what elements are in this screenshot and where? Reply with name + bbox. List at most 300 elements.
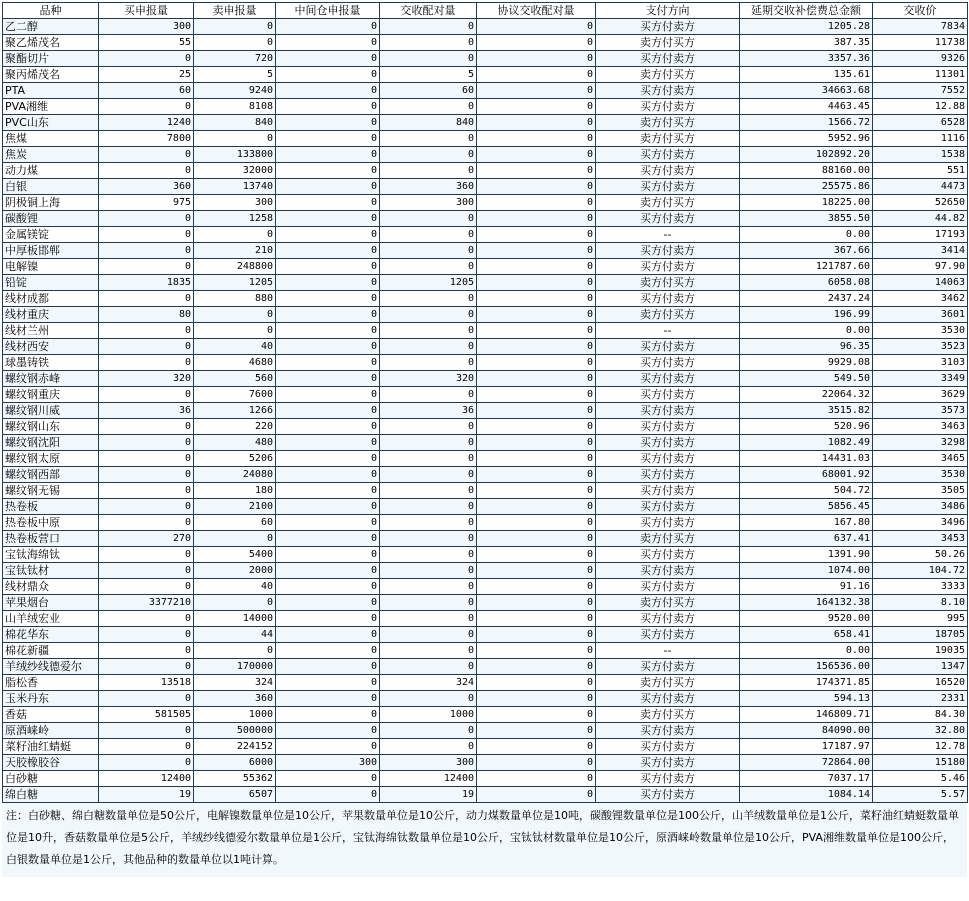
table-row [3, 675, 968, 691]
compensation-cell: 637.41 [740, 531, 873, 547]
payment-direction-cell: 买方付卖方 [596, 515, 740, 531]
sell-declared-cell: 0 [194, 35, 276, 51]
intermediate-declared-cell: 0 [276, 307, 380, 323]
table-row [3, 387, 968, 403]
intermediate-declared-cell: 0 [276, 451, 380, 467]
settlement-price-cell: 3465 [873, 451, 968, 467]
matched-cell: 0 [380, 531, 477, 547]
buy-declared-cell: 0 [99, 227, 194, 243]
table-row [3, 307, 968, 323]
intermediate-declared-cell: 0 [276, 19, 380, 35]
agreement-matched-cell: 0 [477, 531, 596, 547]
intermediate-declared-cell: 0 [276, 355, 380, 371]
compensation-cell: 6058.08 [740, 275, 873, 291]
payment-direction-cell: 卖方付买方 [596, 531, 740, 547]
variety-cell: 山羊绒宏业 [3, 611, 99, 627]
payment-direction-cell: 买方付卖方 [596, 403, 740, 419]
payment-direction-cell: 买方付卖方 [596, 51, 740, 67]
compensation-cell: 9520.00 [740, 611, 873, 627]
intermediate-declared-cell: 0 [276, 131, 380, 147]
variety-cell: PVA湘维 [3, 99, 99, 115]
matched-cell: 36 [380, 403, 477, 419]
intermediate-declared-cell: 0 [276, 787, 380, 803]
intermediate-declared-cell: 0 [276, 403, 380, 419]
compensation-cell: 196.99 [740, 307, 873, 323]
variety-cell: 铅锭 [3, 275, 99, 291]
variety-cell: 阴极铜上海 [3, 195, 99, 211]
variety-cell: 聚乙烯茂名 [3, 35, 99, 51]
variety-cell: 香菇 [3, 707, 99, 723]
sell-declared-cell: 0 [194, 19, 276, 35]
settlement-price-cell: 44.82 [873, 211, 968, 227]
variety-cell: 线材成都 [3, 291, 99, 307]
variety-cell: 白砂糖 [3, 771, 99, 787]
intermediate-declared-cell: 0 [276, 419, 380, 435]
settlement-price-cell: 995 [873, 611, 968, 627]
payment-direction-cell: 买方付卖方 [596, 579, 740, 595]
sell-declared-cell: 1000 [194, 707, 276, 723]
intermediate-declared-cell: 0 [276, 771, 380, 787]
variety-cell: 原酒崃岭 [3, 723, 99, 739]
buy-declared-cell: 0 [99, 211, 194, 227]
payment-direction-cell: 卖方付买方 [596, 131, 740, 147]
compensation-cell: 146809.71 [740, 707, 873, 723]
compensation-cell: 22064.32 [740, 387, 873, 403]
settlement-price-cell: 16520 [873, 675, 968, 691]
matched-cell: 360 [380, 179, 477, 195]
variety-cell: 棉花华东 [3, 627, 99, 643]
variety-cell: 电解镍 [3, 259, 99, 275]
agreement-matched-cell: 0 [477, 179, 596, 195]
compensation-cell: 14431.03 [740, 451, 873, 467]
payment-direction-cell: -- [596, 643, 740, 659]
sell-declared-cell: 24080 [194, 467, 276, 483]
matched-cell: 0 [380, 595, 477, 611]
buy-declared-cell: 7800 [99, 131, 194, 147]
compensation-cell: 549.50 [740, 371, 873, 387]
compensation-cell: 1566.72 [740, 115, 873, 131]
table-row [3, 787, 968, 803]
table-row [3, 547, 968, 563]
agreement-matched-cell: 0 [477, 483, 596, 499]
variety-cell: 中厚板邯郸 [3, 243, 99, 259]
matched-cell: 0 [380, 499, 477, 515]
variety-cell: 螺纹钢重庆 [3, 387, 99, 403]
sell-declared-cell: 40 [194, 339, 276, 355]
compensation-cell: 1205.28 [740, 19, 873, 35]
agreement-matched-cell: 0 [477, 35, 596, 51]
intermediate-declared-cell: 0 [276, 739, 380, 755]
table-row [3, 643, 968, 659]
settlement-price-cell: 1116 [873, 131, 968, 147]
payment-direction-cell: 买方付卖方 [596, 83, 740, 99]
agreement-matched-cell: 0 [477, 195, 596, 211]
intermediate-declared-cell: 0 [276, 323, 380, 339]
table-row [3, 83, 968, 99]
agreement-matched-cell: 0 [477, 323, 596, 339]
table-row [3, 531, 968, 547]
payment-direction-cell: 买方付卖方 [596, 99, 740, 115]
sell-declared-cell: 44 [194, 627, 276, 643]
table-row [3, 739, 968, 755]
table-row [3, 259, 968, 275]
payment-direction-cell: 买方付卖方 [596, 163, 740, 179]
table-row [3, 355, 968, 371]
agreement-matched-cell: 0 [477, 755, 596, 771]
intermediate-declared-cell: 0 [276, 499, 380, 515]
payment-direction-cell: 卖方付买方 [596, 35, 740, 51]
sell-declared-cell: 6000 [194, 755, 276, 771]
compensation-cell: 91.16 [740, 579, 873, 595]
table-row [3, 51, 968, 67]
compensation-cell: 1082.49 [740, 435, 873, 451]
table-row [3, 499, 968, 515]
table-row [3, 611, 968, 627]
agreement-matched-cell: 0 [477, 339, 596, 355]
settlement-price-cell: 3349 [873, 371, 968, 387]
buy-declared-cell: 0 [99, 547, 194, 563]
variety-cell: 螺纹钢太原 [3, 451, 99, 467]
payment-direction-cell: 买方付卖方 [596, 723, 740, 739]
compensation-cell: 0.00 [740, 323, 873, 339]
agreement-matched-cell: 0 [477, 787, 596, 803]
table-row [3, 243, 968, 259]
buy-declared-cell: 0 [99, 243, 194, 259]
buy-declared-cell: 0 [99, 99, 194, 115]
compensation-cell: 4463.45 [740, 99, 873, 115]
agreement-matched-cell: 0 [477, 243, 596, 259]
matched-cell: 0 [380, 467, 477, 483]
variety-cell: 螺纹钢沈阳 [3, 435, 99, 451]
settlement-price-cell: 97.90 [873, 259, 968, 275]
intermediate-declared-cell: 0 [276, 435, 380, 451]
intermediate-declared-cell: 0 [276, 51, 380, 67]
payment-direction-cell: 买方付卖方 [596, 691, 740, 707]
payment-direction-cell: 买方付卖方 [596, 339, 740, 355]
payment-direction-cell: -- [596, 227, 740, 243]
matched-cell: 300 [380, 755, 477, 771]
sell-declared-cell: 0 [194, 131, 276, 147]
settlement-price-cell: 3414 [873, 243, 968, 259]
payment-direction-cell: 卖方付买方 [596, 707, 740, 723]
agreement-matched-cell: 0 [477, 355, 596, 371]
matched-cell: 0 [380, 419, 477, 435]
column-header-agreement-matched: 协议交收配对量 [477, 3, 596, 19]
buy-declared-cell: 0 [99, 499, 194, 515]
table-row [3, 147, 968, 163]
matched-cell: 19 [380, 787, 477, 803]
column-header-buy-declared: 买申报量 [99, 3, 194, 19]
intermediate-declared-cell: 0 [276, 147, 380, 163]
agreement-matched-cell: 0 [477, 307, 596, 323]
variety-cell: 热卷板 [3, 499, 99, 515]
intermediate-declared-cell: 0 [276, 115, 380, 131]
intermediate-declared-cell: 0 [276, 227, 380, 243]
matched-cell: 0 [380, 323, 477, 339]
agreement-matched-cell: 0 [477, 291, 596, 307]
variety-cell: PTA [3, 83, 99, 99]
settlement-price-cell: 3462 [873, 291, 968, 307]
variety-cell: 聚丙烯茂名 [3, 67, 99, 83]
sell-declared-cell: 300 [194, 195, 276, 211]
payment-direction-cell: 买方付卖方 [596, 611, 740, 627]
agreement-matched-cell: 0 [477, 611, 596, 627]
variety-cell: 螺纹钢西部 [3, 467, 99, 483]
agreement-matched-cell: 0 [477, 547, 596, 563]
agreement-matched-cell: 0 [477, 451, 596, 467]
intermediate-declared-cell: 0 [276, 563, 380, 579]
payment-direction-cell: 买方付卖方 [596, 771, 740, 787]
table-row [3, 179, 968, 195]
sell-declared-cell: 2100 [194, 499, 276, 515]
variety-cell: 焦煤 [3, 131, 99, 147]
table-row [3, 403, 968, 419]
agreement-matched-cell: 0 [477, 595, 596, 611]
intermediate-declared-cell: 0 [276, 579, 380, 595]
table-row [3, 131, 968, 147]
table-row [3, 483, 968, 499]
settlement-table [2, 2, 968, 803]
payment-direction-cell: 卖方付买方 [596, 275, 740, 291]
settlement-report [2, 2, 967, 877]
payment-direction-cell: 买方付卖方 [596, 451, 740, 467]
table-row [3, 723, 968, 739]
intermediate-declared-cell: 0 [276, 531, 380, 547]
sell-declared-cell: 224152 [194, 739, 276, 755]
payment-direction-cell: 买方付卖方 [596, 371, 740, 387]
settlement-price-cell: 19035 [873, 643, 968, 659]
table-row [3, 211, 968, 227]
intermediate-declared-cell: 0 [276, 371, 380, 387]
buy-declared-cell: 25 [99, 67, 194, 83]
buy-declared-cell: 975 [99, 195, 194, 211]
compensation-cell: 504.72 [740, 483, 873, 499]
table-row [3, 691, 968, 707]
settlement-price-cell: 104.72 [873, 563, 968, 579]
sell-declared-cell: 8108 [194, 99, 276, 115]
payment-direction-cell: 买方付卖方 [596, 467, 740, 483]
matched-cell: 0 [380, 547, 477, 563]
table-row [3, 707, 968, 723]
settlement-price-cell: 15180 [873, 755, 968, 771]
intermediate-declared-cell: 0 [276, 387, 380, 403]
settlement-price-cell: 3486 [873, 499, 968, 515]
agreement-matched-cell: 0 [477, 19, 596, 35]
matched-cell: 0 [380, 147, 477, 163]
sell-declared-cell: 5206 [194, 451, 276, 467]
settlement-price-cell: 5.57 [873, 787, 968, 803]
buy-declared-cell: 0 [99, 259, 194, 275]
payment-direction-cell: 买方付卖方 [596, 355, 740, 371]
sell-declared-cell: 248800 [194, 259, 276, 275]
sell-declared-cell: 560 [194, 371, 276, 387]
column-header-payment-direction: 支付方向 [596, 3, 740, 19]
sell-declared-cell: 13740 [194, 179, 276, 195]
buy-declared-cell: 0 [99, 339, 194, 355]
sell-declared-cell: 5 [194, 67, 276, 83]
agreement-matched-cell: 0 [477, 723, 596, 739]
matched-cell: 0 [380, 19, 477, 35]
compensation-cell: 658.41 [740, 627, 873, 643]
variety-cell: 热卷板营口 [3, 531, 99, 547]
sell-declared-cell: 720 [194, 51, 276, 67]
table-row [3, 227, 968, 243]
variety-cell: 线材西安 [3, 339, 99, 355]
compensation-cell: 594.13 [740, 691, 873, 707]
matched-cell: 320 [380, 371, 477, 387]
variety-cell: 线材兰州 [3, 323, 99, 339]
compensation-cell: 1084.14 [740, 787, 873, 803]
settlement-price-cell: 3523 [873, 339, 968, 355]
payment-direction-cell: 卖方付买方 [596, 307, 740, 323]
settlement-price-cell: 12.78 [873, 739, 968, 755]
intermediate-declared-cell: 0 [276, 259, 380, 275]
intermediate-declared-cell: 0 [276, 547, 380, 563]
agreement-matched-cell: 0 [477, 419, 596, 435]
buy-declared-cell: 0 [99, 755, 194, 771]
variety-cell: 宝钛海绵钛 [3, 547, 99, 563]
settlement-price-cell: 4473 [873, 179, 968, 195]
variety-cell: 螺纹钢山东 [3, 419, 99, 435]
compensation-cell: 3515.82 [740, 403, 873, 419]
agreement-matched-cell: 0 [477, 67, 596, 83]
sell-declared-cell: 0 [194, 323, 276, 339]
matched-cell: 0 [380, 515, 477, 531]
matched-cell: 0 [380, 211, 477, 227]
buy-declared-cell: 12400 [99, 771, 194, 787]
compensation-cell: 2437.24 [740, 291, 873, 307]
footnote: 注：白砂糖、绵白糖数量单位是50公斤，电解镍数量单位是10公斤，苹果数量单位是10公斤，动力煤数量单位是10吨，碳酸锂数量单位是100公斤，山羊绒数量单位是1公斤，菜籽油红蜻蜓数量单位是10升，香菇数量单位是5公斤，羊绒纱线德爱尔数量单位是1公斤，宝钛海绵钛数量单位是10公斤，宝钛钛材数量单位是10公斤，原酒崃岭数量单位是10公斤，PVA湘维数量单位是100公斤，白银数量单位是1公斤，其他品种的数量单位以1吨计算。 [2, 803, 967, 877]
compensation-cell: 96.35 [740, 339, 873, 355]
payment-direction-cell: 买方付卖方 [596, 147, 740, 163]
table-row [3, 275, 968, 291]
buy-declared-cell: 0 [99, 627, 194, 643]
matched-cell: 0 [380, 51, 477, 67]
table-row [3, 163, 968, 179]
table-row [3, 19, 968, 35]
buy-declared-cell: 0 [99, 515, 194, 531]
column-header-compensation-total: 延期交收补偿费总金额 [740, 3, 873, 19]
compensation-cell: 3855.50 [740, 211, 873, 227]
column-header-sell-declared: 卖申报量 [194, 3, 276, 19]
buy-declared-cell: 0 [99, 387, 194, 403]
matched-cell: 0 [380, 451, 477, 467]
agreement-matched-cell: 0 [477, 771, 596, 787]
agreement-matched-cell: 0 [477, 675, 596, 691]
agreement-matched-cell: 0 [477, 275, 596, 291]
sell-declared-cell: 2000 [194, 563, 276, 579]
table-row [3, 291, 968, 307]
matched-cell: 0 [380, 435, 477, 451]
settlement-price-cell: 3496 [873, 515, 968, 531]
table-row [3, 771, 968, 787]
agreement-matched-cell: 0 [477, 659, 596, 675]
intermediate-declared-cell: 0 [276, 611, 380, 627]
table-row [3, 595, 968, 611]
sell-declared-cell: 324 [194, 675, 276, 691]
variety-cell: PVC山东 [3, 115, 99, 131]
sell-declared-cell: 9240 [194, 83, 276, 99]
sell-declared-cell: 500000 [194, 723, 276, 739]
compensation-cell: 121787.60 [740, 259, 873, 275]
agreement-matched-cell: 0 [477, 643, 596, 659]
variety-cell: 苹果烟台 [3, 595, 99, 611]
buy-declared-cell: 0 [99, 723, 194, 739]
table-row [3, 659, 968, 675]
agreement-matched-cell: 0 [477, 627, 596, 643]
intermediate-declared-cell: 0 [276, 179, 380, 195]
matched-cell: 0 [380, 35, 477, 51]
sell-declared-cell: 133800 [194, 147, 276, 163]
variety-cell: 玉米丹东 [3, 691, 99, 707]
compensation-cell: 156536.00 [740, 659, 873, 675]
variety-cell: 乙二醇 [3, 19, 99, 35]
intermediate-declared-cell: 0 [276, 643, 380, 659]
matched-cell: 0 [380, 483, 477, 499]
table-row [3, 467, 968, 483]
payment-direction-cell: 买方付卖方 [596, 211, 740, 227]
variety-cell: 羊绒纱线德爱尔 [3, 659, 99, 675]
table-body [3, 19, 968, 803]
matched-cell: 0 [380, 99, 477, 115]
payment-direction-cell: 买方付卖方 [596, 419, 740, 435]
matched-cell: 12400 [380, 771, 477, 787]
sell-declared-cell: 55362 [194, 771, 276, 787]
intermediate-declared-cell: 0 [276, 163, 380, 179]
compensation-cell: 34663.68 [740, 83, 873, 99]
sell-declared-cell: 4680 [194, 355, 276, 371]
variety-cell: 焦炭 [3, 147, 99, 163]
matched-cell: 0 [380, 307, 477, 323]
table-row [3, 755, 968, 771]
payment-direction-cell: 买方付卖方 [596, 259, 740, 275]
settlement-price-cell: 2331 [873, 691, 968, 707]
intermediate-declared-cell: 0 [276, 99, 380, 115]
compensation-cell: 135.61 [740, 67, 873, 83]
settlement-price-cell: 3530 [873, 323, 968, 339]
matched-cell: 1205 [380, 275, 477, 291]
agreement-matched-cell: 0 [477, 387, 596, 403]
intermediate-declared-cell: 0 [276, 211, 380, 227]
sell-declared-cell: 40 [194, 579, 276, 595]
matched-cell: 0 [380, 243, 477, 259]
buy-declared-cell: 0 [99, 419, 194, 435]
matched-cell: 0 [380, 691, 477, 707]
table-row [3, 35, 968, 51]
agreement-matched-cell: 0 [477, 83, 596, 99]
matched-cell: 0 [380, 131, 477, 147]
agreement-matched-cell: 0 [477, 51, 596, 67]
buy-declared-cell: 1240 [99, 115, 194, 131]
compensation-cell: 88160.00 [740, 163, 873, 179]
variety-cell: 热卷板中原 [3, 515, 99, 531]
variety-cell: 聚酯切片 [3, 51, 99, 67]
buy-declared-cell: 60 [99, 83, 194, 99]
buy-declared-cell: 13518 [99, 675, 194, 691]
settlement-price-cell: 5.46 [873, 771, 968, 787]
payment-direction-cell: 买方付卖方 [596, 435, 740, 451]
variety-cell: 线材重庆 [3, 307, 99, 323]
variety-cell: 动力煤 [3, 163, 99, 179]
sell-declared-cell: 360 [194, 691, 276, 707]
matched-cell: 0 [380, 659, 477, 675]
settlement-price-cell: 3573 [873, 403, 968, 419]
matched-cell: 0 [380, 611, 477, 627]
matched-cell: 0 [380, 387, 477, 403]
settlement-price-cell: 1347 [873, 659, 968, 675]
table-row [3, 195, 968, 211]
payment-direction-cell: 买方付卖方 [596, 179, 740, 195]
